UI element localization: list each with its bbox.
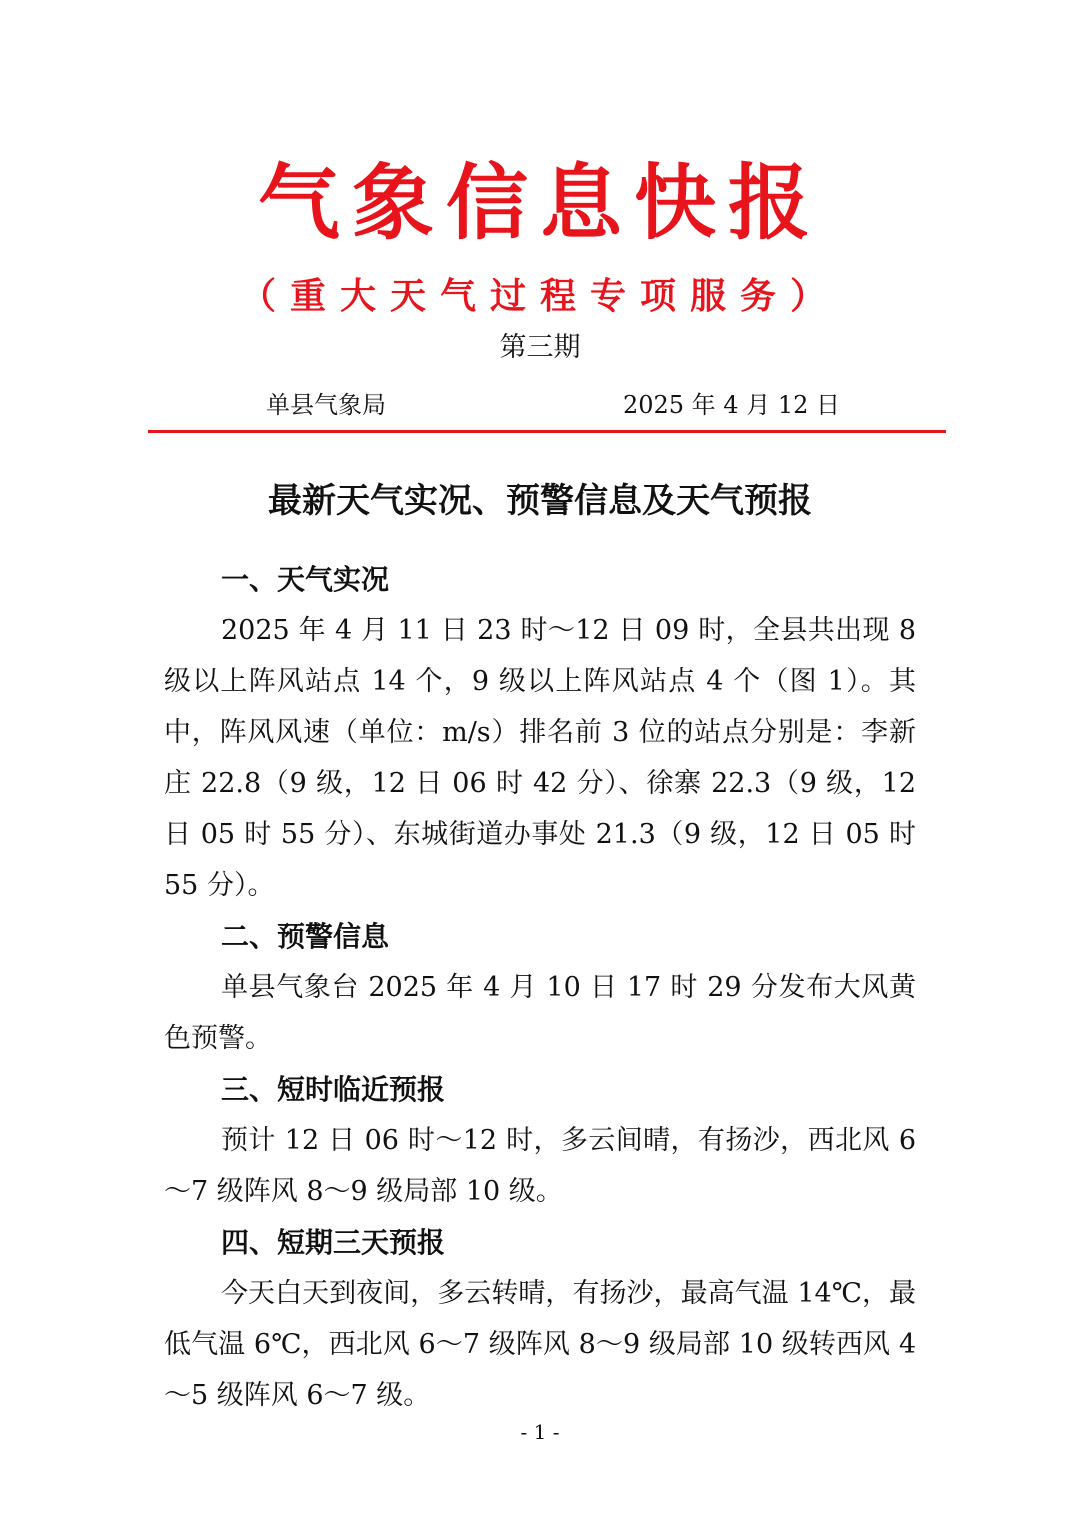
section-body: 2025 年 4 月 11 日 23 时～12 日 09 时，全县共出现 8 级以上阵风站点 14 个，9 级以上阵风站点 4 个（图 1）。其中，阵风风速（单位：m/s）排名前 3 位的站点分别是：李新庄 22.8（9 级，12 日 06 时 42 分）、徐寨 22.3（9 级，12 日 05 时 55 分）、东城街道办事处 21.3（9 级，12 日 05 时 55 分）。 <box>164 615 916 901</box>
masthead-subtitle: （重大天气过程专项服务） <box>239 276 840 317</box>
section-short-term-forecast <box>164 1217 916 1421</box>
masthead-title: 气象信息快报 <box>257 156 822 251</box>
section-body: 今天白天到夜间，多云转晴，有扬沙，最高气温 14℃，最低气温 6℃，西北风 6～7 级阵风 8～9 级局部 10 级转西风 4～5 级阵风 6～7 级。 <box>164 1278 916 1411</box>
section-body: 单县气象台 2025 年 4 月 10 日 17 时 29 分发布大风黄色预警。 <box>164 972 916 1054</box>
document-body <box>164 554 916 1421</box>
section-heading: 四、短期三天预报 <box>221 1226 446 1259</box>
section-weather-observation <box>164 554 916 911</box>
section-nowcast <box>164 1064 916 1217</box>
section-body: 预计 12 日 06 时～12 时，多云间晴，有扬沙，西北风 6～7 级阵风 8～9 级局部 10 级。 <box>164 1125 916 1207</box>
section-warning <box>164 911 916 1064</box>
section-heading: 三、短时临近预报 <box>221 1073 446 1106</box>
document-title: 最新天气实况、预警信息及天气预报 <box>268 481 812 521</box>
issue-date: 2025 年 4 月 12 日 <box>622 391 840 419</box>
issuer: 单县气象局 <box>266 391 386 419</box>
section-heading: 二、预警信息 <box>221 920 390 953</box>
page-number: - 1 - <box>520 1420 560 1444</box>
section-heading: 一、天气实况 <box>221 563 390 596</box>
masthead-rule <box>148 430 946 433</box>
issue-number: 第三期 <box>499 332 581 363</box>
